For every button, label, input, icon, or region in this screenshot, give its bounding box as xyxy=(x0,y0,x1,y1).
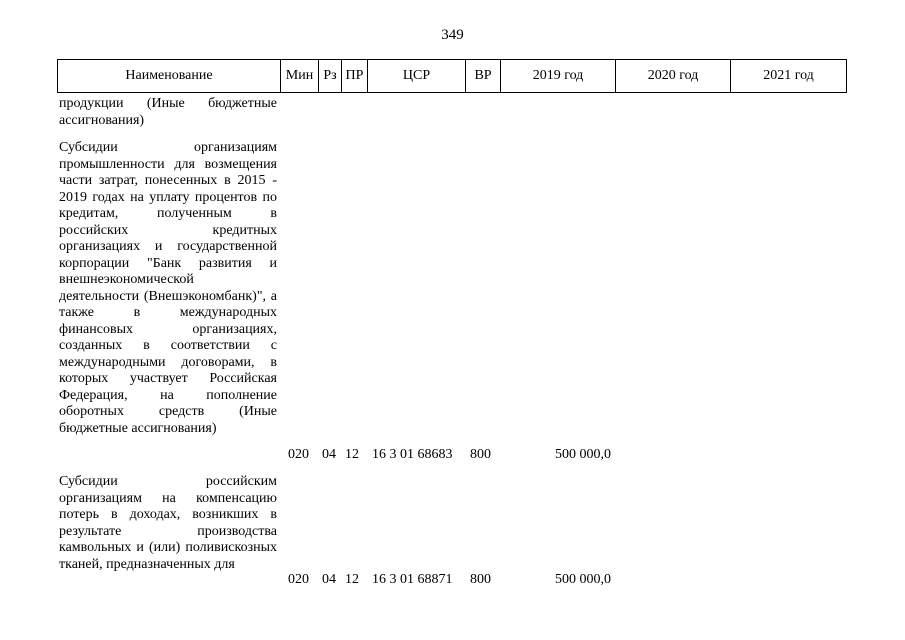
cell-csr: 16 3 01 68871 xyxy=(372,572,453,587)
cell-2019: 500 000,0 xyxy=(555,572,611,587)
cell-min: 020 xyxy=(288,447,309,462)
cell-2019: 500 000,0 xyxy=(555,447,611,462)
header-min: Мин xyxy=(281,60,319,93)
row-description: Субсидии организациям промышленности для возмещения части затрат, понесенных в 2015 - 2019 годах на уплату процентов по кредитам, полученным в российских кредитных организациях и государственной корпорации "Банк развития и внешнеэкономической деятельности (Внешэкономбанк)", а также в международных финансовых организациях, созданных в соответствии с международными договорами, в которых участвует Российская Федерация, на пополнение оборотных средств (Иные бюджетные ассигнования) xyxy=(59,140,277,436)
cell-rz: 04 xyxy=(322,447,336,462)
row-description: Субсидии российским организациям на компенсацию потерь в доходах, возникших в результате производства камвольных и (или) поливискозных тканей, предназначенных для xyxy=(59,474,277,572)
cell-vr: 800 xyxy=(470,447,491,462)
table-row-codes xyxy=(0,447,905,464)
header-pr: ПР xyxy=(342,60,368,93)
page-number: 349 xyxy=(441,27,464,43)
cell-vr: 800 xyxy=(470,572,491,587)
cell-csr: 16 3 01 68683 xyxy=(372,447,453,462)
cell-pr: 12 xyxy=(345,572,359,587)
cell-min: 020 xyxy=(288,572,309,587)
header-name: Наименование xyxy=(58,60,281,93)
cell-rz: 04 xyxy=(322,572,336,587)
header-csr: ЦСР xyxy=(368,60,466,93)
header-2021: 2021 год xyxy=(731,60,847,93)
row-description: продукции (Иные бюджетные ассигнования) xyxy=(59,96,277,128)
header-2020: 2020 год xyxy=(616,60,731,93)
table-header xyxy=(57,59,847,93)
table-row-codes xyxy=(0,572,905,589)
header-vr: ВР xyxy=(466,60,501,93)
cell-pr: 12 xyxy=(345,447,359,462)
header-2019: 2019 год xyxy=(501,60,616,93)
header-rz: Рз xyxy=(319,60,342,93)
